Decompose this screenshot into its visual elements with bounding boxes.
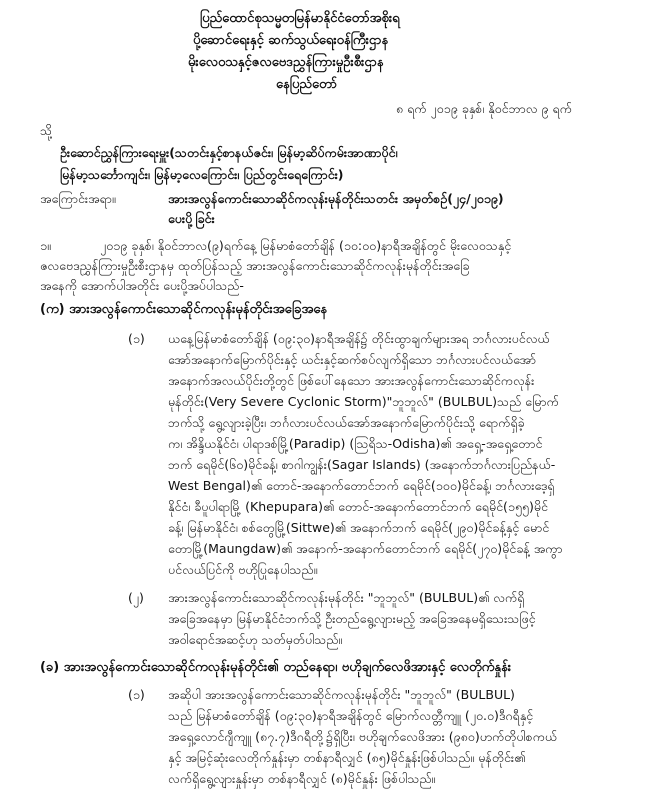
item-line: တောမြို့(Maungdaw)၏ အနောက်-အနောက်တောင်ဘက် ရေမိုင်(၂၇၀)မိုင်ခန့် အကွာ	[168, 541, 563, 556]
subject-line: ပေးပို့ခြင်း	[168, 211, 215, 226]
item-line: အခြေအနေမှာ မြန်မာနိုင်ငံဘက်သို့ ဦးတည်ရွေ့လျားမည့် အခြေအနေမရှိသေးသဖြင့်	[168, 611, 536, 626]
item-line: West Bengal)၏ တောင်-အနောက်တောင်ဘက် ရေမိုင်(၁၀၀)မိုင်ခန့်၊ ဘင်္ဂလားဒေ့ရှ်	[168, 478, 555, 493]
subject-line: အားအလွန်ကောင်းသောဆိုင်ကလုန်းမုန်တိုင်းသတင်း အမှတ်စဉ်(၂၄/၂၀၁၉)	[168, 191, 504, 206]
to-prefix: သို့	[40, 123, 53, 138]
item-line: အနောက်အလယ်ပိုင်းတို့တွင် ဖြစ်ပေါ်နေသော အားအလွန်ကောင်းသောဆိုင်ကလုန်း	[168, 373, 535, 388]
item-number: (၁)	[128, 331, 145, 346]
item-line: လက်ရှိရွေ့လျားနှုန်းမှာ တစ်နာရီလျှင် (၈)မိုင်နှုန်း ဖြစ်ပါသည်။	[168, 771, 436, 786]
item-line: အရှေ့လောင်ဂျီကျူ (၈၇.၇)ဒီဂရီတို့၌ရှိပြီး၊ ဗဟိုချက်လေဖိအား (၉၈၀)ဟက်တိုပါစကယ်	[168, 729, 558, 744]
paragraph-number: ၁။	[40, 238, 51, 253]
item-line: မုန်တိုင်း(Very Severe Cyclonic Storm)"ဘူဘူလ်" (BULBUL)သည် မြောက်	[168, 394, 559, 409]
item-line: အားအလွန်ကောင်းသောဆိုင်ကလုန်းမုန်တိုင်း "ဘူဘူလ်" (BULBUL)၏ လက်ရှိ	[168, 590, 525, 605]
recipient-line: မြန်မာ့သင်္ဘောကျင်း၊ မြန်မာ့လေကြောင်း၊ ပြည်တွင်းရေကြောင်း)	[60, 167, 344, 182]
section-b-title: (ခ) အားအလွန်ကောင်းသောဆိုင်ကလုန်းမုန်တိုင်း၏ တည်နေရာ၊ ဗဟိုချက်လေဖိအားနှင့် လေတိုက်နှုန်း	[40, 660, 512, 675]
header-city: နေပြည်တော်	[276, 77, 338, 92]
header-department: မိုးလေဝသနှင့်ဇလဗေဒညွှန်ကြားမှုဦးစီးဌာန	[188, 55, 384, 70]
item-number: (၂)	[128, 590, 144, 605]
paragraph-line: ဇလဗေဒညွှန်ကြားမှုဦးစီးဌာနမှ ထုတ်ပြန်သည့် အားအလွန်ကောင်းသောဆိုင်ကလုန်းမုန်တိုင်းအခြေ	[40, 258, 470, 273]
section-a-title: (က) အားအလွန်ကောင်းသောဆိုင်ကလုန်းမုန်တိုင်းအခြေအနေ	[40, 302, 328, 317]
header-ministry: ပို့ဆောင်ရေးနှင့် ဆက်သွယ်ရေးဝန်ကြီးဌာန	[193, 33, 389, 48]
item-line: ပင်လယ်ပြင်ကို ဗဟိုပြုနေပါသည်။	[168, 562, 318, 577]
document-date: ၈ ရက် ၂၀၁၉ ခုနှစ်၊ နိုဝင်ဘာလ ၉ ရက်	[396, 101, 572, 116]
item-line: နိုင်ငံ၊ ခီပူပါရာမြို့ (Khepupara)၏ တောင်-အနောက်တောင်ဘက် ရေမိုင်(၁၅၅)မိုင်	[168, 499, 548, 514]
item-line: ယနေ့မြန်မာစံတော်ချိန် (၀၉:၃၀)နာရီအချိန်၌ တိုင်းထွာချက်များအရ ဘင်္ဂလားပင်လယ်	[168, 331, 550, 346]
paragraph-line: ၂၀၁၉ ခုနှစ်၊ နိုဝင်ဘာလ(၉)ရက်နေ့ မြန်မာစံတော်ချိန် (၁၀:၀၀)နာရီအချိန်တွင် မိုးလေဝသနှင့်	[100, 238, 512, 253]
header-government: ပြည်ထောင်စုသမ္မတမြန်မာနိုင်ငံတော်အစိုးရ	[200, 11, 400, 26]
subject-label: အကြောင်းအရာ။	[40, 191, 116, 206]
item-line: ဘက် ရေမိုင်(၆၀)မိုင်ခန့်၊ စာဂါကျွန်း(Sagar Islands) (အနောက်ဘင်္ဂလားပြည်နယ်-	[168, 457, 556, 472]
item-line: အဆိုပါ အားအလွန်ကောင်းသောဆိုင်ကလုန်းမုန်တိုင်း "ဘူဘူလ်" (BULBUL)	[168, 687, 515, 702]
item-line: နှင့် အမြင့်ဆုံးလေတိုက်နှုန်းမှာ တစ်နာရီလျှင် (၈၅)မိုင်နှုန်းဖြစ်ပါသည်။ မုန်တိုင်း၏	[168, 750, 526, 765]
item-line: သည် မြန်မာစံတော်ချိန် (၀၉:၃၀)နာရီအချိန်တွင် မြောက်လတ္တီကျူ (၂၀.၀)ဒီဂရီနှင့်	[168, 708, 534, 723]
item-line: က၊ အိန္ဒိယနိုင်ငံ၊ ပါရာဒစ်မြို့(Paradip) (သြရိသ-Odisha)၏ အရှေ့-အရှေ့တောင်	[168, 436, 543, 451]
item-line: ဘက်သို့ ရွေ့လျားခဲ့ပြီး၊ ဘင်္ဂလားပင်လယ်အော်အနောက်မြောက်ပိုင်းသို့ ရောက်ရှိခဲ့	[168, 415, 525, 430]
item-line: ခန့်၊ မြန်မာနိုင်ငံ၊ စစ်တွေမြို့(Sittwe)၏ အနောက်ဘက် ရေမိုင်(၂၉၀)မိုင်ခန့်နှင့် မောင်	[168, 520, 550, 535]
item-line: အော်အနောက်မြောက်ပိုင်းနှင့် ယင်းနှင့်ဆက်စပ်လျက်ရှိသော ဘင်္ဂလားပင်လယ်အော်	[168, 352, 537, 367]
item-line: အဝါရောင်အဆင့်ဟု သတ်မှတ်ပါသည်။	[168, 632, 343, 647]
item-number: (၁)	[128, 687, 145, 702]
recipient-line: ဦးဆောင်ညွှန်ကြားရေးမှူး(သတင်းနှင့်စာနယ်ဇင်း၊ မြန်မာ့ဆိပ်ကမ်းအာဏာပိုင်၊	[60, 145, 398, 160]
paragraph-line: အနေကို အောက်ပါအတိုင်း ပေးပို့အပ်ပါသည်-	[40, 278, 244, 293]
